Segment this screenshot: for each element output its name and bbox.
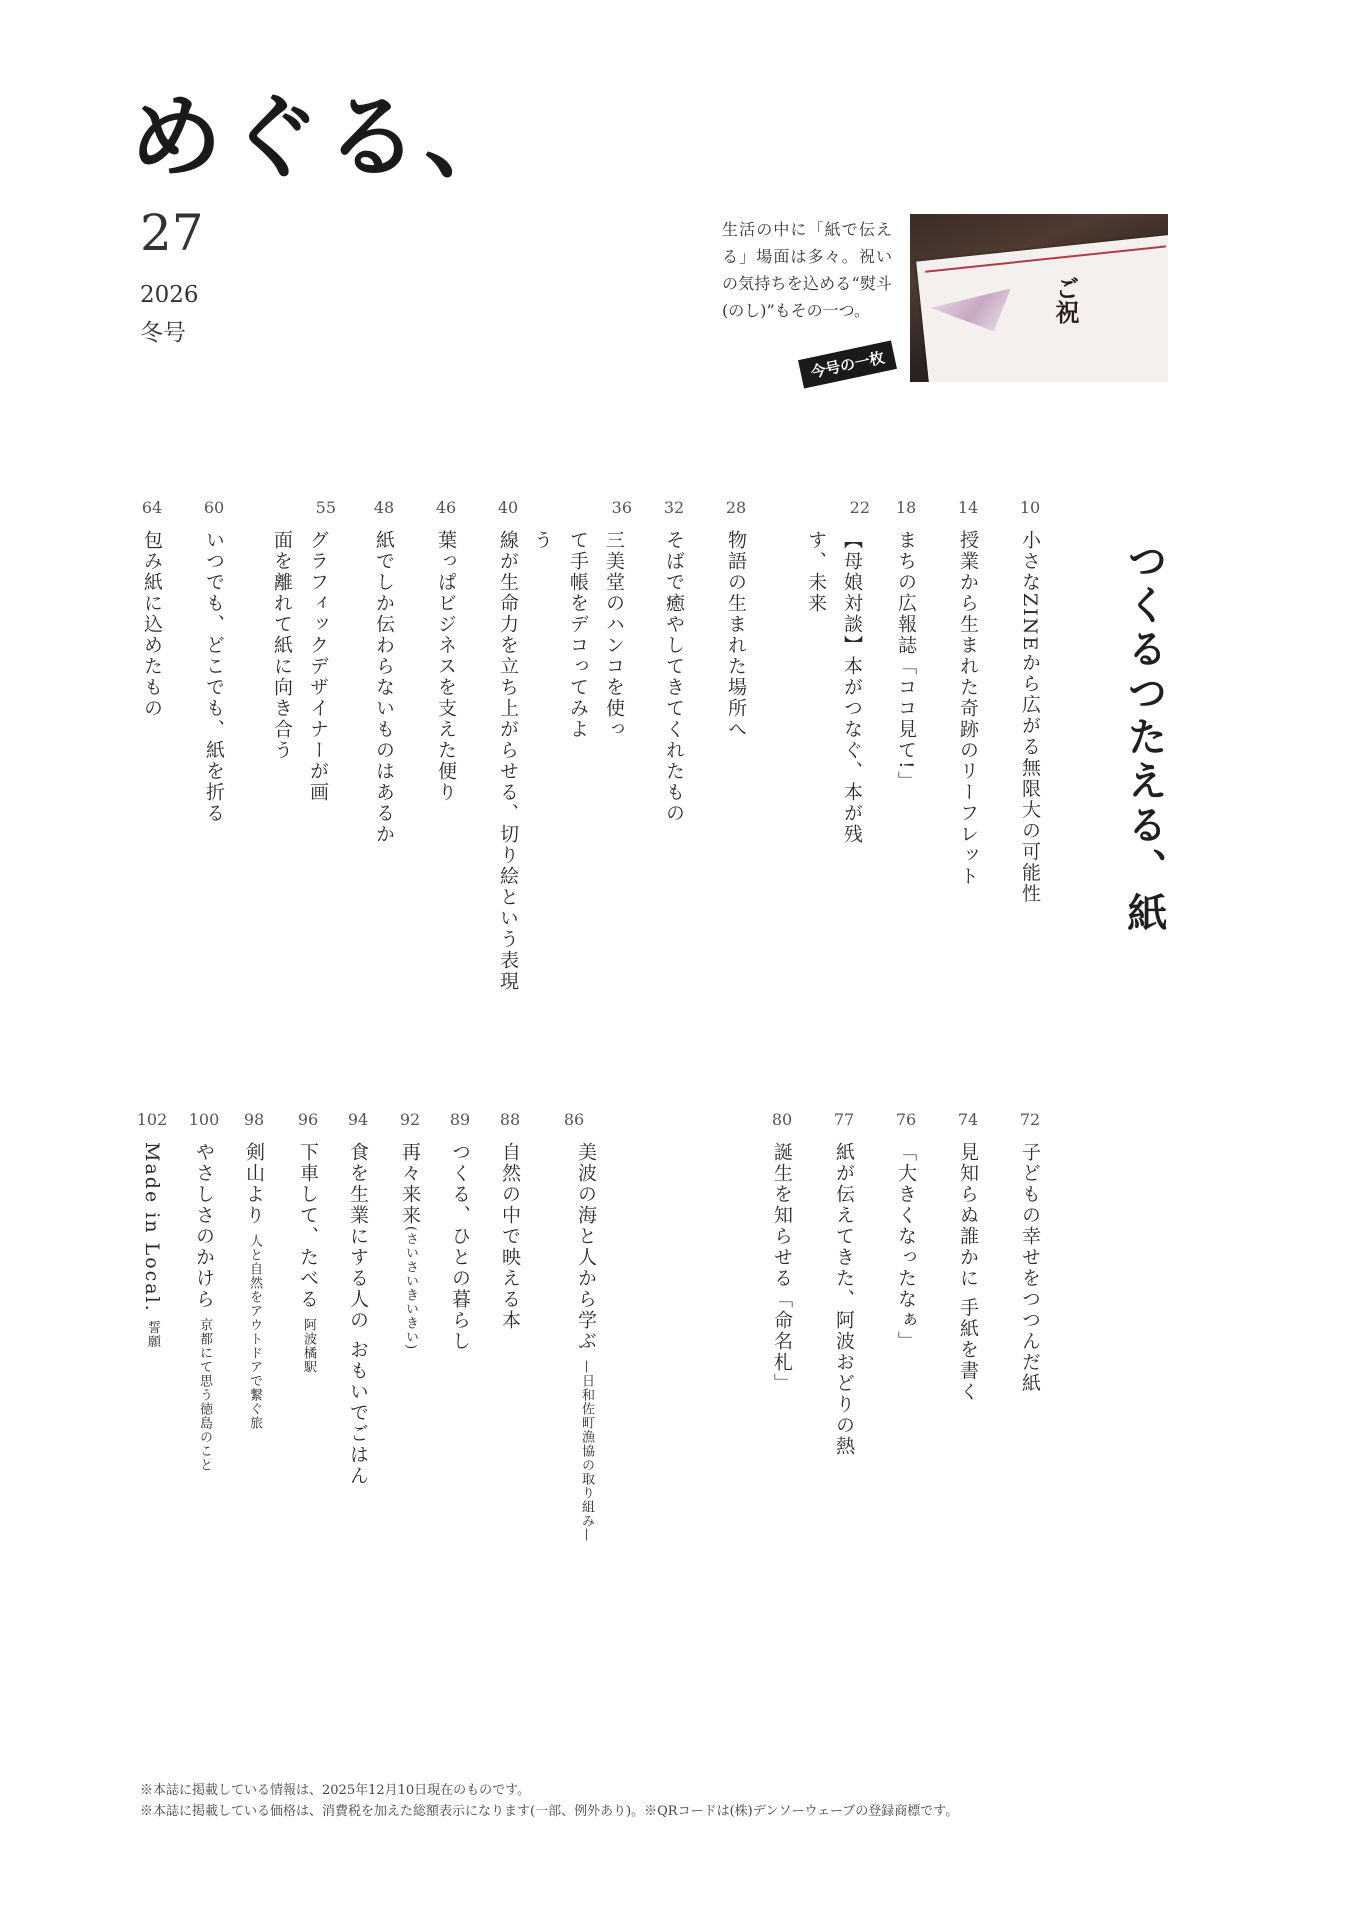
toc-subtitle: —日和佐町漁協の取り組み— bbox=[579, 1360, 594, 1543]
toc-title: 線が生命力を立ち上がらせる、切り絵という表現 bbox=[497, 530, 519, 992]
toc-item[interactable] bbox=[196, 498, 232, 824]
toc-page-number: 77 bbox=[833, 1110, 855, 1129]
toc-page-number: 46 bbox=[435, 498, 457, 517]
toc-page-number: 28 bbox=[725, 498, 747, 517]
toc-item[interactable] bbox=[366, 498, 402, 845]
toc-page-number: 88 bbox=[499, 1110, 521, 1129]
toc-title: 授業から生まれた奇跡のリーフレット bbox=[957, 530, 979, 887]
toc-title-main: 再々来来 bbox=[399, 1142, 421, 1226]
toc-title: 見知らぬ誰かに 手紙を書く bbox=[957, 1142, 979, 1403]
toc-page-number: 74 bbox=[957, 1110, 979, 1129]
toc-item[interactable] bbox=[718, 498, 754, 740]
toc-item[interactable] bbox=[764, 1110, 800, 1394]
featured-photo bbox=[910, 214, 1168, 382]
toc-title bbox=[290, 1142, 326, 1374]
toc-item[interactable] bbox=[950, 498, 986, 887]
toc-item[interactable] bbox=[888, 498, 924, 792]
toc-item[interactable] bbox=[490, 498, 526, 992]
issue-year: 2026 bbox=[140, 282, 199, 308]
toc-page-number: 22 bbox=[849, 498, 870, 517]
toc-page-number: 92 bbox=[399, 1110, 421, 1129]
toc-item[interactable] bbox=[1012, 1110, 1048, 1394]
toc-page-number: 100 bbox=[188, 1110, 220, 1129]
photo-caption: 生活の中に「紙で伝える」場面は多々。祝いの気持ちを込める“熨斗(のし)”もその一つ。 bbox=[722, 220, 892, 320]
toc-item[interactable] bbox=[531, 498, 632, 760]
toc-subtitle: 京都にて思う徳島のこと bbox=[197, 1318, 212, 1473]
toc-item[interactable] bbox=[888, 1110, 924, 1352]
toc-item[interactable] bbox=[340, 1110, 376, 1486]
toc-subtitle: (さいさいきいきい) bbox=[403, 1226, 418, 1351]
toc-title: そばで癒やしてきてくれたもの bbox=[663, 530, 685, 824]
toc-title-main: 剣山より bbox=[243, 1142, 265, 1226]
toc-subtitle: 誓願 bbox=[145, 1320, 160, 1349]
toc-page-number: 96 bbox=[297, 1110, 319, 1129]
issue-number: 27 bbox=[140, 204, 204, 262]
toc-title: 三美堂のハンコを使って手帳をデコってみよう bbox=[531, 530, 625, 740]
toc-page-number: 10 bbox=[1019, 498, 1041, 517]
toc-title: 葉っぱビジネスを支えた便り bbox=[435, 530, 457, 803]
toc-page-number: 89 bbox=[449, 1110, 471, 1129]
toc-title: グラフィックデザイナーが画面を離れて紙に向き合う bbox=[271, 530, 329, 803]
toc-item[interactable] bbox=[392, 1110, 428, 1350]
toc-title bbox=[134, 1142, 170, 1349]
toc-title: つくる、ひとの暮らし bbox=[449, 1142, 471, 1352]
toc-title: 小さなZINEから広がる無限大の可能性 bbox=[1019, 530, 1041, 905]
toc-item[interactable] bbox=[442, 1110, 478, 1352]
toc-title: いつでも、どこでも、紙を折る bbox=[203, 530, 225, 824]
toc-page-number: 98 bbox=[243, 1110, 265, 1129]
toc-item[interactable] bbox=[800, 498, 870, 860]
toc-title: 食を生業にする人の おもいでごはん bbox=[347, 1142, 369, 1487]
toc-title: 誕生を知らせる「命名札」 bbox=[771, 1142, 793, 1394]
toc-item[interactable] bbox=[264, 498, 336, 820]
toc-item[interactable] bbox=[134, 1110, 170, 1349]
toc-page-number: 40 bbox=[497, 498, 519, 517]
toc-page-number: 76 bbox=[895, 1110, 917, 1129]
toc-title-main: Made in Local. bbox=[141, 1142, 163, 1313]
issue-season: 冬号 bbox=[140, 320, 186, 346]
toc-item[interactable] bbox=[428, 498, 464, 803]
toc-title-main: やさしさのかけら bbox=[193, 1142, 215, 1310]
toc-title: 包み紙に込めたもの bbox=[141, 530, 163, 719]
toc-title: 「大きくなったなぁ」 bbox=[895, 1142, 917, 1352]
footnotes bbox=[140, 1780, 958, 1822]
toc-page-number: 14 bbox=[957, 498, 979, 517]
toc-subtitle: 阿波橘駅 bbox=[301, 1318, 316, 1375]
toc-page-number: 72 bbox=[1019, 1110, 1041, 1129]
toc-page-number: 102 bbox=[136, 1110, 168, 1129]
toc-item[interactable] bbox=[492, 1110, 528, 1331]
photo-badge: 今号の一枚 bbox=[798, 340, 897, 388]
toc-title: まちの広報誌「ココ見て!」 bbox=[895, 530, 917, 792]
toc-title: 自然の中で映える本 bbox=[499, 1142, 521, 1331]
toc-item[interactable] bbox=[950, 1110, 986, 1402]
toc-page-number: 18 bbox=[895, 498, 917, 517]
toc-item[interactable] bbox=[186, 1110, 222, 1472]
toc-page-number: 55 bbox=[315, 498, 336, 517]
toc-subtitle: 人と自然をアウトドアで繋ぐ旅 bbox=[247, 1234, 262, 1431]
toc-page-number: 94 bbox=[347, 1110, 369, 1129]
toc-title-main: 美波の海と人から学ぶ bbox=[575, 1142, 597, 1352]
toc-title bbox=[544, 1142, 604, 1602]
toc-item[interactable] bbox=[236, 1110, 272, 1430]
footnote: ※本誌に掲載している価格は、消費税を加えた総額表示になります(一部、例外あり)。※QRコードは(株)デンソーウェーブの登録商標です。 bbox=[140, 1804, 959, 1819]
envelope-red-rule bbox=[925, 245, 1166, 272]
toc-page-number: 48 bbox=[373, 498, 395, 517]
feature-title: つくるつたえる、紙 bbox=[1121, 540, 1168, 936]
toc-title-main: 下車して、たべる bbox=[297, 1142, 319, 1310]
toc-page-number: 64 bbox=[141, 498, 163, 517]
footnote: ※本誌に掲載している情報は、2025年12月10日現在のものです。 bbox=[140, 1783, 531, 1798]
brush-lettering: ご祝 bbox=[1051, 276, 1080, 324]
toc-title: 物語の生まれた場所へ bbox=[725, 530, 747, 740]
toc-page-number: 86 bbox=[563, 1110, 585, 1129]
toc-title bbox=[392, 1142, 428, 1350]
toc-item[interactable] bbox=[544, 1110, 604, 1602]
toc-item[interactable] bbox=[290, 1110, 326, 1374]
toc-page-number: 60 bbox=[203, 498, 225, 517]
toc-title bbox=[236, 1142, 272, 1430]
toc-title: 【母娘対談】本がつなぐ、本が残す、未来 bbox=[805, 530, 863, 845]
toc-title: 紙でしか伝わらないものはあるか bbox=[373, 530, 395, 845]
toc-item[interactable] bbox=[826, 1110, 862, 1457]
toc-title: 子どもの幸せをつつんだ紙 bbox=[1019, 1142, 1041, 1394]
toc-title bbox=[186, 1142, 222, 1472]
magazine-logo: めぐる、 bbox=[130, 84, 523, 191]
toc-page-number: 80 bbox=[771, 1110, 793, 1129]
toc-item[interactable] bbox=[134, 498, 170, 719]
toc-title: 紙が伝えてきた、阿波おどりの熱 bbox=[833, 1142, 855, 1457]
toc-page-number: 32 bbox=[663, 498, 685, 517]
toc-item[interactable] bbox=[1012, 498, 1048, 904]
toc-page-number: 36 bbox=[611, 498, 632, 517]
toc-item[interactable] bbox=[656, 498, 692, 824]
